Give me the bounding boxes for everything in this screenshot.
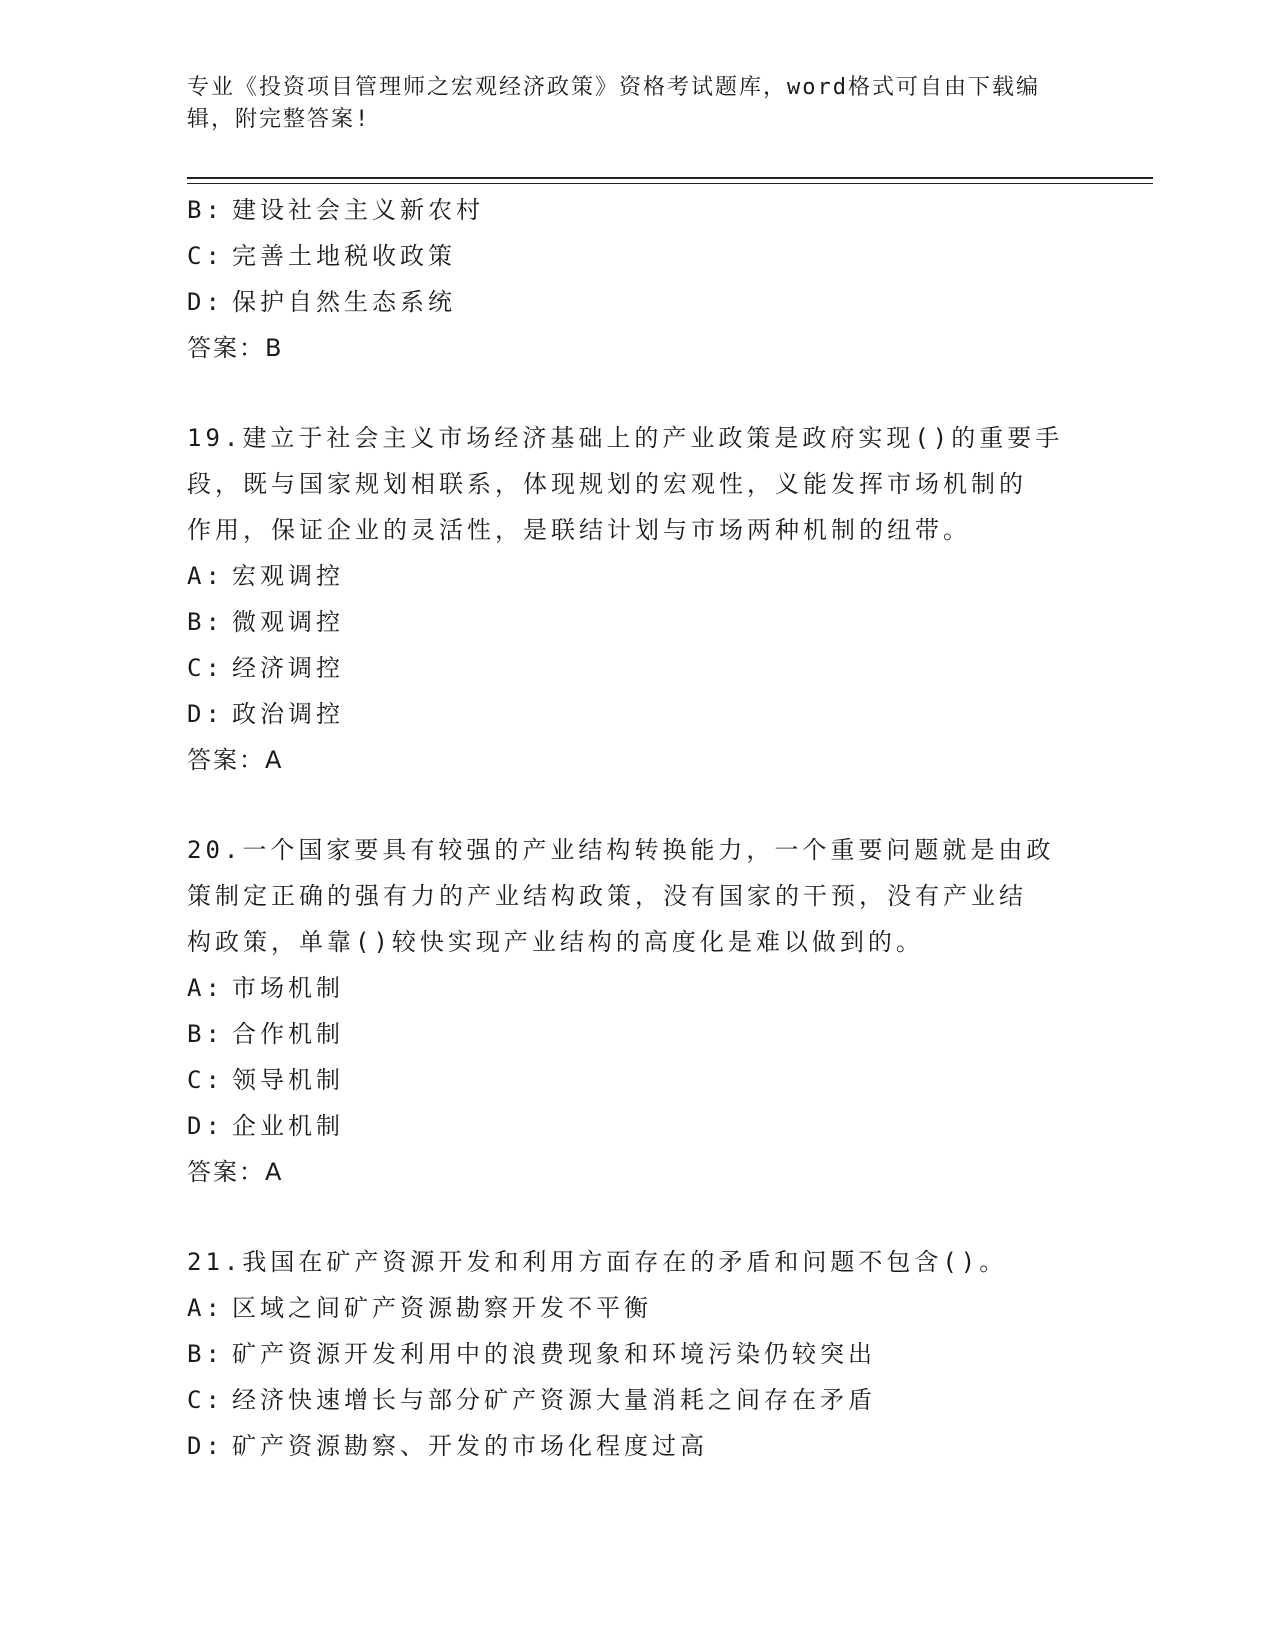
document-header (187, 72, 1087, 136)
option-text: 微观调控 (232, 608, 344, 636)
option-text: 经济快速增长与部分矿产资源大量消耗之间存在矛盾 (232, 1386, 876, 1414)
question-stem-line: 作用，保证企业的灵活性，是联结计划与市场两种机制的纽带。 (187, 516, 971, 544)
answer-line: 答案：B (187, 334, 284, 362)
option-letter: B: (187, 1340, 224, 1368)
option-a (187, 965, 1087, 1011)
question-content (187, 187, 1087, 1469)
answer-line: 答案：A (187, 746, 284, 774)
header-line-1: 专业《投资项目管理师之宏观经济政策》资格考试题库，word格式可自由下载编 (187, 75, 1040, 100)
option-letter: A: (187, 1294, 224, 1322)
option-c (187, 1057, 1087, 1103)
option-letter: D: (187, 288, 224, 316)
option-text: 完善土地税收政策 (232, 242, 456, 270)
question-18-tail (187, 187, 1087, 371)
option-b (187, 1331, 1087, 1377)
option-c (187, 1377, 1087, 1423)
option-b (187, 187, 1087, 233)
option-text: 领导机制 (232, 1066, 344, 1094)
option-text: 企业机制 (232, 1112, 344, 1140)
option-d (187, 279, 1087, 325)
header-rule-thin (187, 183, 1153, 184)
option-letter: D: (187, 1432, 224, 1460)
question-stem-line: 策制定正确的强有力的产业结构政策，没有国家的干预，没有产业结 (187, 882, 1027, 910)
option-a (187, 1285, 1087, 1331)
option-text: 政治调控 (232, 700, 344, 728)
option-text: 市场机制 (232, 974, 344, 1002)
option-b (187, 599, 1087, 645)
question-stem-line: 构政策，单靠()较快实现产业结构的高度化是难以做到的。 (187, 928, 924, 956)
option-text: 矿产资源勘察、开发的市场化程度过高 (232, 1432, 708, 1460)
option-letter: B: (187, 608, 224, 636)
option-letter: C: (187, 242, 224, 270)
option-letter: B: (187, 1020, 224, 1048)
option-letter: A: (187, 562, 224, 590)
answer-line: 答案：A (187, 1158, 284, 1186)
option-a (187, 553, 1087, 599)
option-text: 保护自然生态系统 (232, 288, 456, 316)
question-stem-line: 19.建立于社会主义市场经济基础上的产业政策是政府实现()的重要手 (187, 424, 1064, 452)
option-c (187, 233, 1087, 279)
option-c (187, 645, 1087, 691)
option-letter: C: (187, 1386, 224, 1414)
option-letter: A: (187, 974, 224, 1002)
option-letter: C: (187, 654, 224, 682)
option-d (187, 1423, 1087, 1469)
option-letter: D: (187, 1112, 224, 1140)
option-text: 合作机制 (232, 1020, 344, 1048)
option-d (187, 1103, 1087, 1149)
option-letter: B: (187, 196, 224, 224)
option-letter: C: (187, 1066, 224, 1094)
option-text: 宏观调控 (232, 562, 344, 590)
question-stem-line: 20.一个国家要具有较强的产业结构转换能力，一个重要问题就是由政 (187, 836, 1055, 864)
option-d (187, 691, 1087, 737)
header-rule-thick (187, 177, 1153, 179)
option-text: 经济调控 (232, 654, 344, 682)
option-text: 建设社会主义新农村 (232, 196, 484, 224)
question-stem-line: 21.我国在矿产资源开发和利用方面存在的矛盾和问题不包含()。 (187, 1248, 1008, 1276)
option-b (187, 1011, 1087, 1057)
header-line-2: 辑，附完整答案! (187, 107, 371, 132)
question-21 (187, 1239, 1087, 1469)
question-19 (187, 415, 1087, 783)
option-text: 区域之间矿产资源勘察开发不平衡 (232, 1294, 652, 1322)
question-20 (187, 827, 1087, 1195)
option-letter: D: (187, 700, 224, 728)
option-text: 矿产资源开发利用中的浪费现象和环境污染仍较突出 (232, 1340, 876, 1368)
question-stem-line: 段，既与国家规划相联系，体现规划的宏观性，义能发挥市场机制的 (187, 470, 1027, 498)
